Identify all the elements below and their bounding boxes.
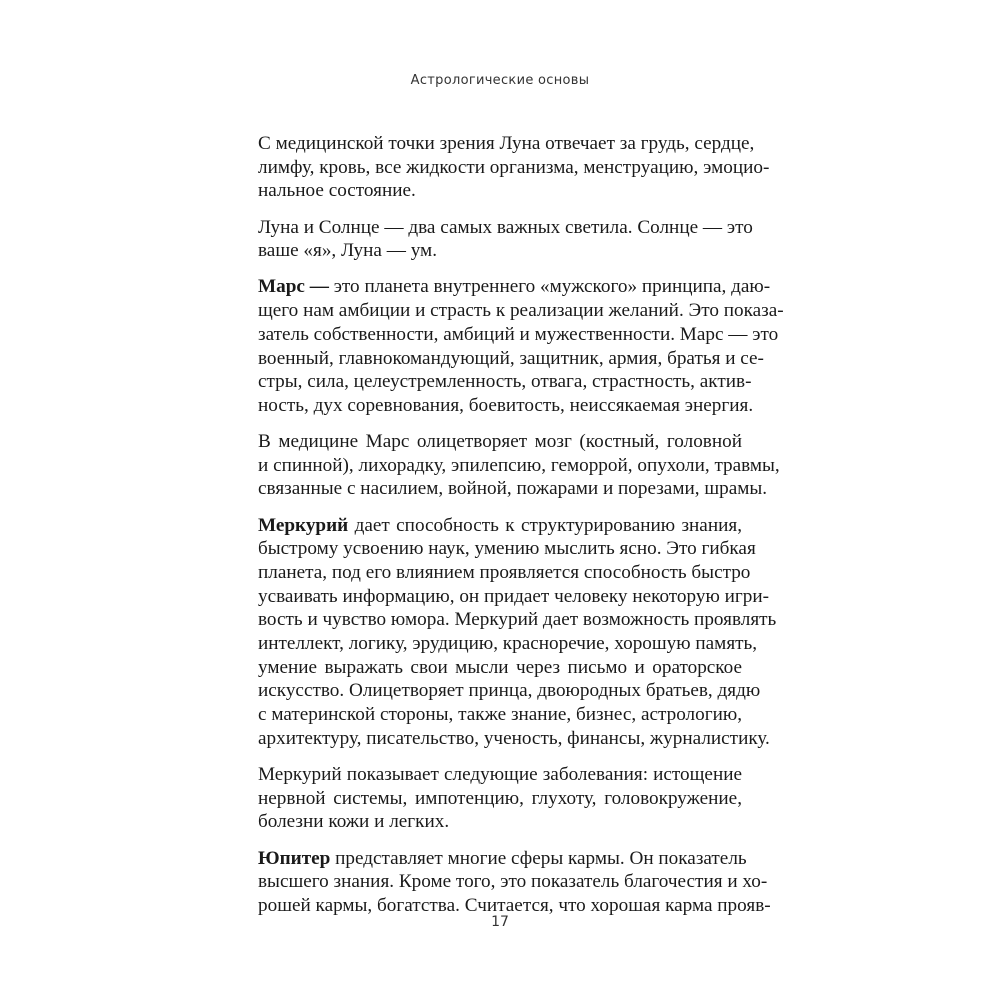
text-line: архитектуру, писательство, ученость, финансы, журналистику. — [258, 727, 770, 749]
text-line — [258, 847, 747, 871]
text-line: ваше «я», Луна — ум. — [258, 240, 437, 262]
paragraph — [258, 132, 770, 203]
text-line: связанные с насилием, войной, пожарами и порезами, шрамы. — [258, 478, 768, 500]
paragraph-jupiter — [258, 847, 771, 918]
lead-term: Марс — — [258, 276, 334, 298]
text-line: щего нам амбиции и страсть к реализации желаний. Это показа- — [258, 300, 784, 322]
text-line: лимфу, кровь, все жидкости организма, менструацию, эмоцио- — [258, 156, 770, 178]
text-line: Меркурий показывает следующие заболевания: истощение — [258, 764, 742, 785]
text-line: искусство. Олицетворяет принца, двоюродных братьев, дядю — [258, 680, 761, 702]
text-line: С медицинской точки зрения Луна отвечает за грудь, сердце, — [258, 133, 755, 154]
text-line: рошей кармы, богатства. Считается, что хорошая карма прояв- — [258, 894, 771, 916]
lead-term: Меркурий — [258, 514, 355, 536]
text-line — [258, 514, 742, 538]
text-line: усваивать информацию, он придает человеку некоторую игри- — [258, 585, 769, 607]
paragraph — [258, 430, 780, 501]
text-line: умение выражать свои мысли через письмо и ораторское — [258, 656, 742, 678]
paragraph-mars — [258, 275, 784, 417]
text-line: болезни кожи и легких. — [258, 811, 450, 833]
paragraph — [258, 216, 753, 263]
text-line: планета, под его влиянием проявляется способность быстро — [258, 562, 751, 583]
paragraph-mercury — [258, 514, 777, 751]
text-line: нальное состояние. — [258, 180, 416, 202]
text-line-rest: это планета внутреннего «мужского» принципа, даю- — [333, 276, 771, 298]
text-line: с материнской стороны, также знание, бизнес, астрологию, — [258, 704, 742, 726]
text-line: Луна и Солнце — два самых важных светила. Солнце — это — [258, 216, 753, 238]
running-header: Астрологические основы — [410, 73, 590, 88]
text-line-rest: представляет многие сферы кармы. Он показатель — [335, 847, 747, 869]
text-line: затель собственности, амбиций и мужественности. Марс — это — [258, 323, 779, 345]
text-line: и спинной), лихорадку, эпилепсию, геморрой, опухоли, травмы, — [258, 454, 780, 476]
page-number: 17 — [491, 914, 509, 930]
text-line: военный, главнокомандующий, защитник, армия, братья и се- — [258, 347, 764, 369]
text-line: стры, сила, целеустремленность, отвага, страстность, актив- — [258, 371, 752, 393]
body-text — [258, 132, 784, 930]
paragraph — [258, 763, 742, 834]
text-line-rest: дает способность к структурированию знания, — [354, 514, 742, 536]
text-line: вость и чувство юмора. Меркурий дает возможность проявлять — [258, 609, 777, 631]
lead-term: Юпитер — [258, 847, 336, 869]
text-line: высшего знания. Кроме того, это показатель благочестия и хо- — [258, 871, 768, 893]
text-line: В медицине Марс олицетворяет мозг (костный, головной — [258, 431, 742, 453]
text-line: быстрому усвоению наук, умению мыслить ясно. Это гибкая — [258, 538, 756, 560]
text-line: интеллект, логику, эрудицию, красноречие, хорошую память, — [258, 633, 758, 655]
text-line: ность, дух соревнования, боевитость, неиссякаемая энергия. — [258, 394, 754, 416]
text-line — [258, 275, 771, 299]
text-line: нервной системы, импотенцию, глухоту, головокружение, — [258, 787, 742, 809]
